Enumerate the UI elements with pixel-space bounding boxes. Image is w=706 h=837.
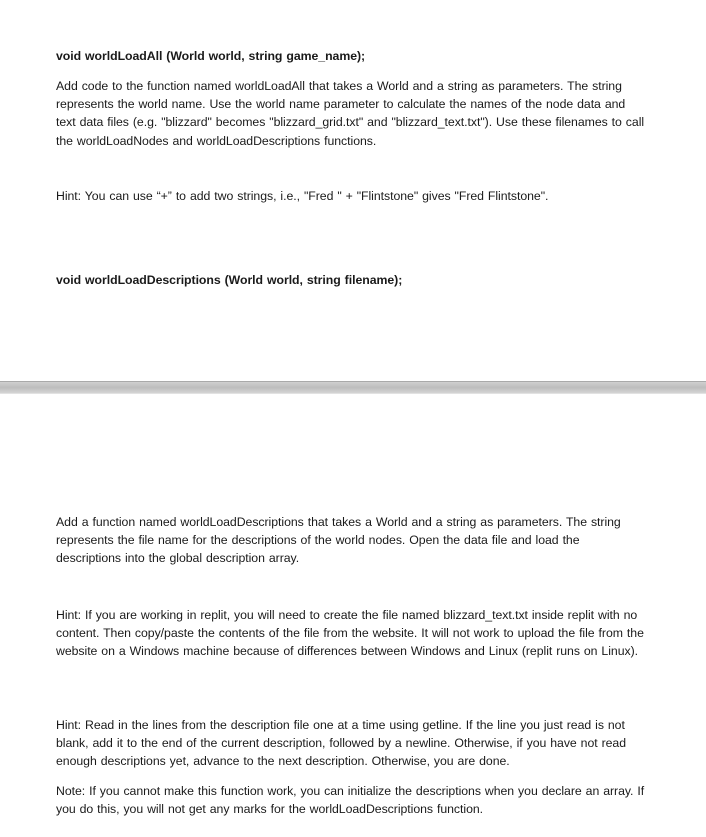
hint-replit: Hint: If you are working in replit, you will need to create the file named blizzard_text.txt inside replit with no content. Then copy/paste the contents of the file from the website. It will not work to upload the file from the website on a Windows machine because of differences between Windows and Linux (replit runs on Linux). [56,608,644,659]
paragraph-world-load-descriptions: Add a function named worldLoadDescriptions that takes a World and a string as parameters. The string represents the file name for the descriptions of the world nodes. Open the data file and load the descriptions into the global description array. [56,515,621,566]
paragraph-world-load-all: Add code to the function named worldLoadAll that takes a World and a string as parameters. The string represents the world name. Use the world name parameter to calculate the names of the node data and text data files (e.g. "blizzard" becomes "blizzard_grid.txt" and "blizzard_text.txt"). Use these filenames to call the worldLoadNodes and worldLoadDescriptions functions. [56,79,645,148]
document-page-2 [0,394,706,837]
function-signature-world-load-descriptions: void worldLoadDescriptions (World world, string filename); [56,273,403,287]
hint-getline: Hint: Read in the lines from the description file one at a time using getline. If the line you just read is not blank, add it to the end of the current description, followed by a newline. Otherwise, if you have not read enough descriptions yet, advance to the next description. Otherwise, you are done. [56,718,626,769]
document-page-1 [0,0,706,381]
hint-string-concatenation: Hint: You can use “+” to add two strings, i.e., "Fred " + "Flintstone" gives "Fred Flintstone". [56,189,549,203]
note-initialize-descriptions: Note: If you cannot make this function work, you can initialize the descriptions when you declare an array. If you do this, you will not get any marks for the worldLoadDescriptions function. [56,784,645,817]
page-separator [0,381,706,394]
function-signature-world-load-all: void worldLoadAll (World world, string game_name); [56,49,366,63]
